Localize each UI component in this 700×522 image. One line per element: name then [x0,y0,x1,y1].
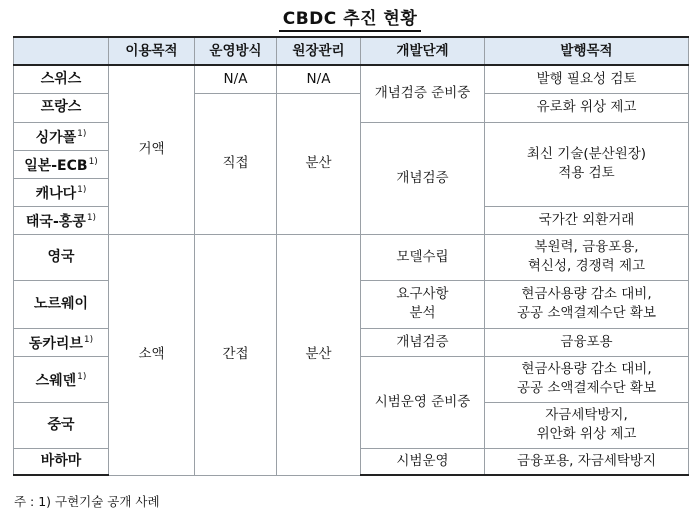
purpose-cell: 소액 [109,234,195,475]
operation-cell: 간접 [195,234,277,475]
ledger-cell: 분산 [277,93,361,234]
header-purpose: 이용목적 [109,37,195,65]
stage-cell: 시범운영 준비중 [361,356,485,448]
goal-line: 위안화 위상 제고 [536,426,637,442]
goal-cell: 금융포용 [485,328,689,356]
footnote-marker: 1) [83,334,94,345]
stage-cell [361,280,485,328]
footnote-marker: 1) [77,371,87,382]
footnote-marker: 1) [77,184,87,195]
stage-cell: 개념검증 [361,122,485,234]
goal-cell [485,402,689,448]
goal-cell [485,356,689,402]
goal-line: 현금사용량 감소 대비, [521,286,652,302]
header-stage: 개발단계 [361,37,485,65]
goal-line: 혁신성, 경쟁력 제고 [527,258,646,274]
header-goal: 발행목적 [485,37,689,65]
goal-line: 적용 검토 [558,165,615,181]
header-country [14,37,109,65]
goal-line: 복원력, 금융포용, [534,239,639,255]
country-cell: 영국 [14,234,109,280]
goal-cell [485,280,689,328]
footnote: 주 : 1) 구현기술 공개 사례 [14,494,160,509]
country-cell: 일본-ECB$^{1)}$ [14,150,109,178]
footnote-marker: 1) [86,212,97,223]
country-cell: 중국 [14,402,109,448]
ledger-cell: N/A [277,65,361,93]
stage-cell: 개념검증 준비중 [361,65,485,122]
country-cell: 스웨덴$^{1)}$ [14,356,109,402]
goal-cell: 금융포용, 자금세탁방지 [485,448,689,475]
country-cell: 동카리브$^{1)}$ [14,328,109,356]
goal-line: 현금사용량 감소 대비, [521,361,652,377]
operation-cell: N/A [195,65,277,93]
goal-line: 공공 소액결제수단 확보 [517,305,656,321]
goal-cell [485,234,689,280]
table-title-text: CBDC 추진 현황 [279,4,422,32]
footnote-marker: 1) [77,128,87,139]
stage-cell: 모델수립 [361,234,485,280]
country-cell: 스위스 [14,65,109,93]
goal-cell: 유로화 위상 제고 [485,93,689,122]
operation-cell: 직접 [195,93,277,234]
country-cell: 바하마 [14,448,109,475]
table-row [14,234,689,280]
goal-cell: 발행 필요성 검토 [485,65,689,93]
header-ledger: 원장관리 [277,37,361,65]
stage-cell: 개념검증 [361,328,485,356]
country-cell: 캐나다$^{1)}$ [14,178,109,206]
stage-cell: 시범운영 [361,448,485,475]
table-title [0,4,700,32]
goal-line: 공공 소액결제수단 확보 [517,380,656,396]
country-cell: 프랑스 [14,93,109,122]
goal-cell: 국가간 외환거래 [485,206,689,234]
goal-cell [485,122,689,206]
stage-line: 분석 [409,305,436,321]
cbdc-status-table [13,36,689,476]
goal-line: 최신 기술(분산원장) [526,146,647,162]
country-cell: 싱가폴$^{1)}$ [14,122,109,150]
footnote-marker: 1) [88,156,98,167]
header-row [14,37,689,65]
header-operation: 운영방식 [195,37,277,65]
stage-line: 요구사항 [396,286,449,302]
table-row [14,65,689,93]
country-cell: 태국-홍콩$^{1)}$ [14,206,109,234]
goal-line: 자금세탁방지, [545,407,628,423]
country-cell: 노르웨이 [14,280,109,328]
ledger-cell: 분산 [277,234,361,475]
purpose-cell: 거액 [109,65,195,234]
